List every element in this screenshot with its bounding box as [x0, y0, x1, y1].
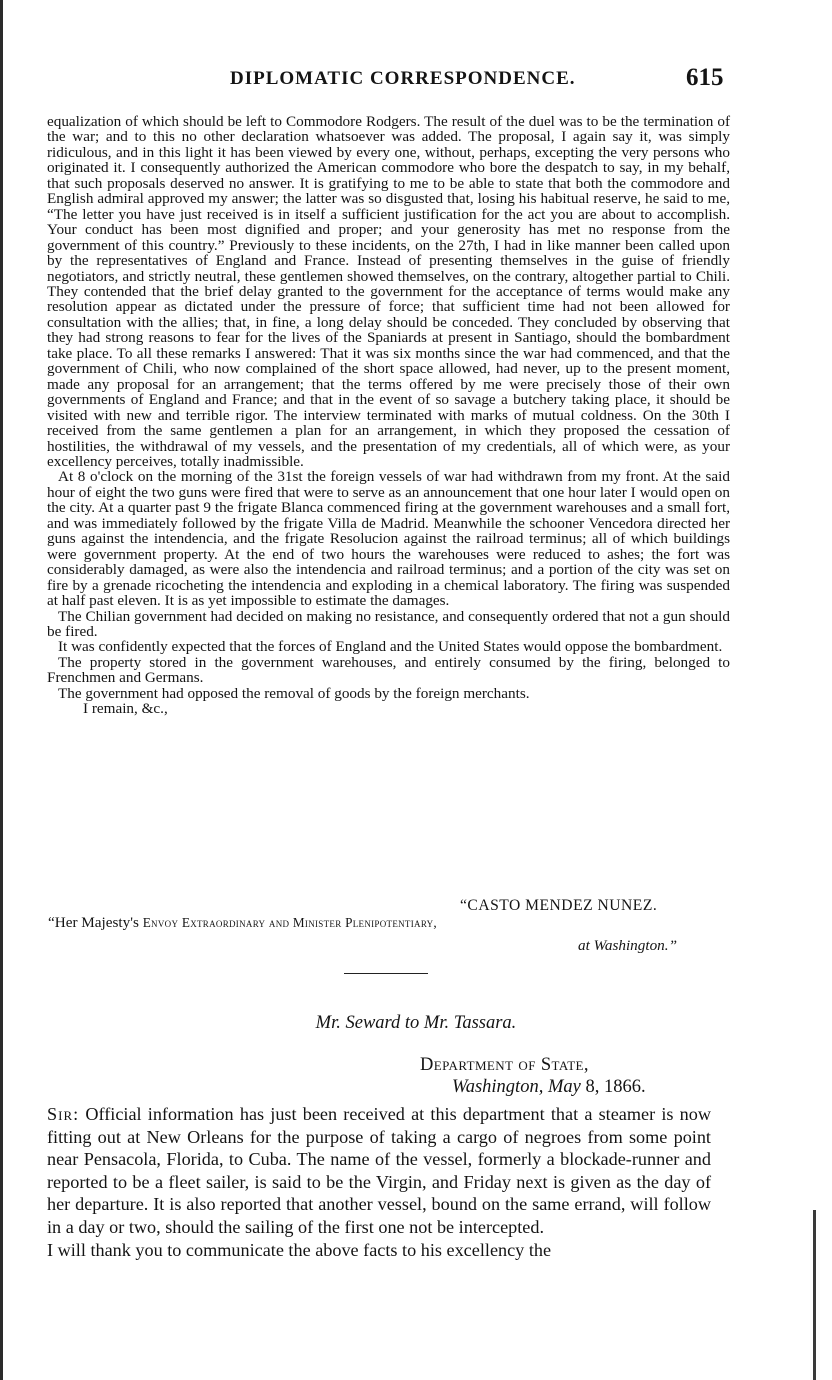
dateline-date: 8, 1866. [580, 1077, 646, 1097]
running-title: DIPLOMATIC CORRESPONDENCE. [230, 68, 576, 89]
dispatch-body [47, 114, 730, 717]
salutation: Sir: [47, 1104, 80, 1124]
letter-paragraph: I will thank you to communicate the above facts to his excellency the [47, 1239, 552, 1260]
scan-edge-left [0, 0, 3, 1380]
page-number: 615 [686, 64, 724, 91]
dispatch-paragraph: At 8 o'clock on the morning of the 31st the foreign vessels of war had withdrawn from my front. At the said hour of eight the two guns were fired that were to serve as an announcement that one hour later I would open on the city. At a quarter past 9 the frigate Blanca commenced firing at the government warehouses and a small fort, and was immediately followed by the frigate Villa de Madrid. Meanwhile the schooner Vencedora directed her guns against the intendencia, and the frigate Resolucion against the railroad terminus; all of which buildings were government property. At the end of two hours the warehouses were reduced to ashes; the fort was considerably damaged, as were also the intendencia and railroad terminus; and a portion of the city was set on fire by a grenade ricocheting the intendencia and exploding in a chemical laboratory. The firing was suspended at half past eleven. It is as yet impossible to estimate the damages. [47, 468, 730, 610]
running-head [0, 64, 832, 98]
addressee-place: at Washington.” [578, 937, 678, 954]
letter-body [47, 1103, 711, 1261]
dispatch-paragraph: It was confidently expected that the forces of England and the United States would oppose the bombardment. [58, 638, 723, 656]
department-heading: Department of State, [420, 1055, 589, 1075]
letter-title: Mr. Seward to Mr. Tassara. [315, 1013, 517, 1033]
letter-text: Official information has just been received at this department that a steamer is now fitting out at New Orleans for the purpose of taking a cargo of negroes from some point near Pensacola, Florida, to Cuba. The name of the vessel, formerly a blockade-runner and reported to be a fleet sailer, is said to be the Virgin, and Friday next is given as the day of her departure. It is also reported that another vessel, bound on the same errand, will follow in a day or two, should the sailing of the first one not be intercepted. [47, 1104, 711, 1237]
dateline-place: Washington, May [452, 1077, 581, 1097]
section-divider [344, 973, 428, 974]
dateline [452, 1077, 646, 1098]
scan-edge-right [813, 1210, 816, 1380]
addressee-title: Envoy Extraordinary and Minister Plenipotentiary, [142, 915, 438, 930]
dispatch-paragraph: The government had opposed the removal of goods by the foreign merchants. [58, 684, 530, 702]
dispatch-paragraph: The property stored in the government warehouses, and entirely consumed by the firing, belonged to Frenchmen and Germans. [47, 653, 730, 687]
addressee-lead: “Her Majesty's [48, 914, 143, 931]
closing-line: I remain, &c., [83, 700, 168, 718]
dispatch-paragraph: The Chilian government had decided on making no resistance, and consequently ordered that not a gun should be fired. [47, 607, 730, 640]
dispatch-paragraph: equalization of which should be left to Commodore Rodgers. The result of the duel was to be the termination of the war; and to this no other declaration whatsoever was added. The proposal, I again say it, was simply ridiculous, and in this light it has been viewed by every one, without, perhaps, excepting the very persons who originated it. I consequently authorized the American commodore who bore the despatch to say, in my behalf, that such proposals deserved no answer. It is gratifying to me to be able to state that both the commodore and English admiral approved my answer; the latter was so disgusted that, losing his habitual reserve, he said to me, “The letter you have just received is in itself a sufficient justification for the act you are about to accomplish. Your conduct has been most dignified and proper; and your generosity has met no response from the government of this country.” Previously to these incidents, on the 27th, I had in like manner been called upon by the representatives of England and France. Instead of presenting themselves in the guise of friendly negotiators, and strictly neutral, these gentlemen showed themselves, on the contrary, altogether partial to Chili. They contended that the brief delay granted to the government for the acceptance of terms would make any resolution appear as dictated under the pressure of force; that sufficient time had not been allowed for consultation with the allies; that, in fine, a long delay should be conceded. They concluded by observing that they had strong reasons to fear for the lives of the Spaniards at present in Santiago, should the bombardment take place. To all these remarks I answered: That it was six months since the war had commenced, and that the government of Chili, who now complained of the short space allowed, had never, up to the present moment, made any proposal for an arrangement; that the terms offered by me were precisely those of their own governments of England and France; and that in the event of so savage a butchery taking place, it should be visited with new and terrible rigor. The interview terminated with marks of mutual coldness. On the 30th I received from the same gentlemen a plan for an arrangement, in which they proposed the cessation of hostilities, the withdrawal of my vessels, and the presentation of my credentials, all of which were, as your excellency perceives, totally inadmissible. [47, 113, 730, 470]
letter-paragraph [47, 1103, 711, 1239]
addressee [48, 914, 437, 932]
signature: “CASTO MENDEZ NUNEZ. [460, 897, 658, 914]
